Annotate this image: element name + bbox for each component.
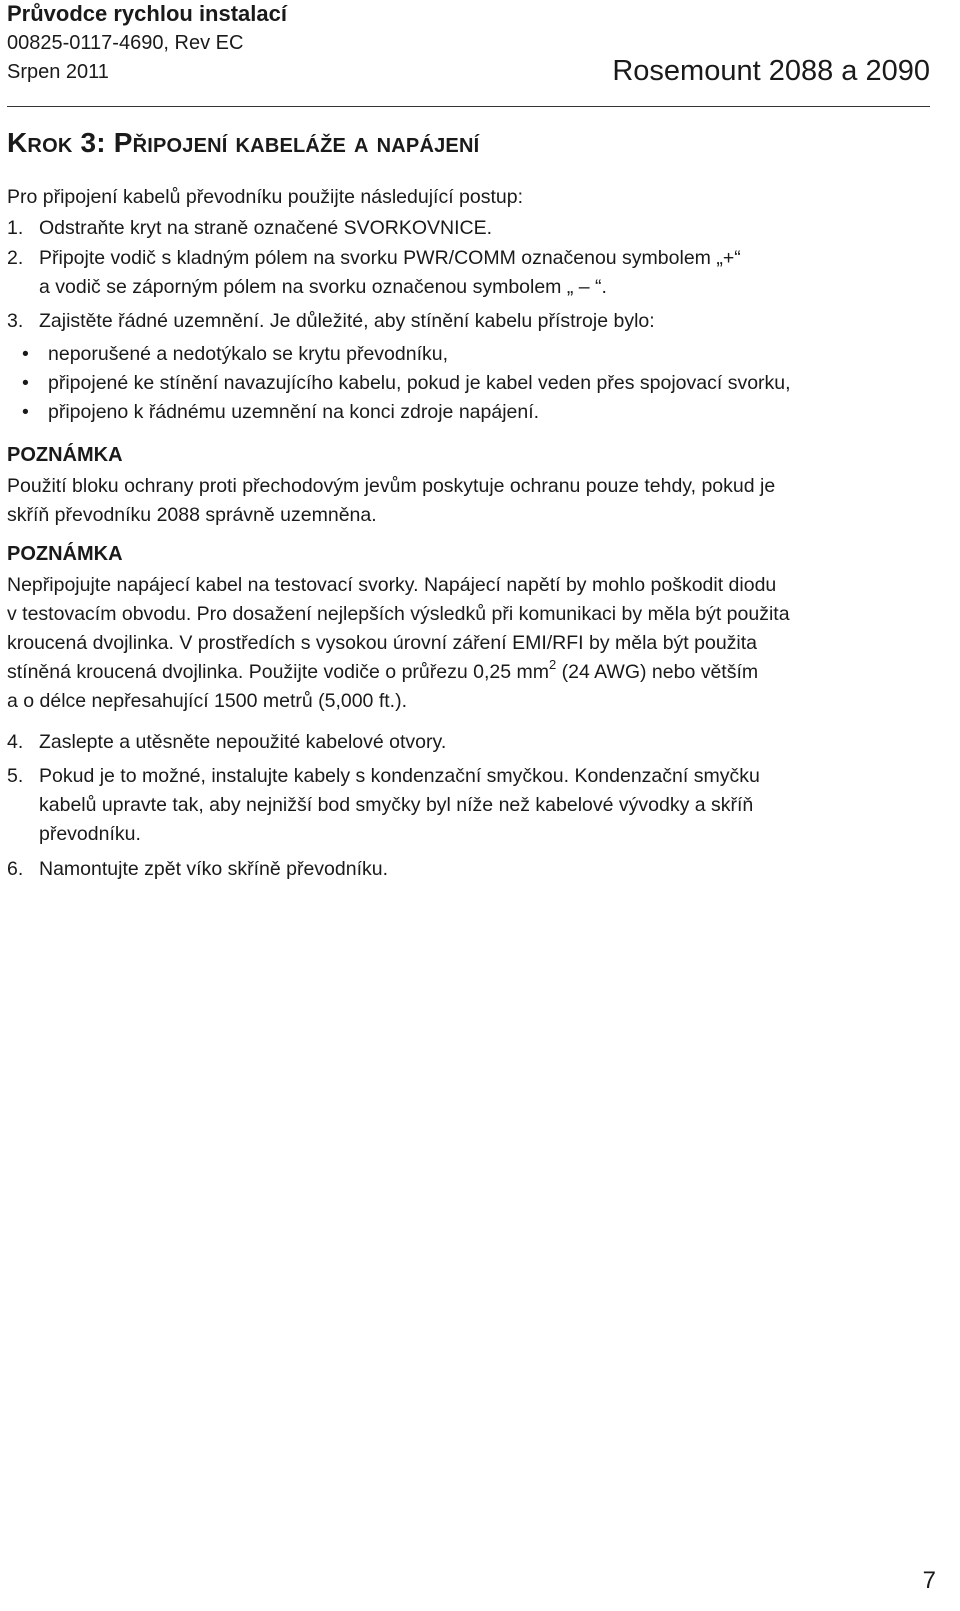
step-5-text-line-3: převodníku. (39, 823, 141, 845)
step-4-text: Zaslepte a utěsněte nepoužité kabelové otvory. (39, 731, 447, 753)
note-2-label: POZNÁMKA (7, 543, 123, 565)
step-5-text-line-2: kabelů upravte tak, aby nejnižší bod smyčky byl níže než kabelové vývodky a skříň (39, 794, 754, 816)
page-number: 7 (922, 1567, 936, 1594)
step-1-number: 1. (7, 217, 24, 239)
step-2-text-line-1: Připojte vodič s kladným pólem na svorku PWR/COMM označenou symbolem „+“ (39, 247, 741, 269)
superscript-2: 2 (548, 656, 557, 672)
note-1-line-1: Použití bloku ochrany proti přechodovým jevům poskytuje ochranu pouze tehdy, pokud je (7, 475, 776, 497)
section-intro: Pro připojení kabelů převodníku použijte následující postup: (7, 186, 523, 208)
step-1-text: Odstraňte kryt na straně označené SVORKOVNICE. (39, 217, 493, 239)
step-5-number: 5. (7, 765, 24, 787)
header-divider (7, 106, 930, 107)
bullet-dot: • (22, 343, 29, 365)
product-name: Rosemount 2088 a 2090 (612, 55, 930, 87)
note-2-line-4 (7, 658, 758, 687)
note-2-line-4-text: stíněná kroucená dvojlinka. Použijte vodiče o průřezu 0,25 mm (7, 661, 549, 683)
document-date: Srpen 2011 (7, 61, 109, 83)
step-4-number: 4. (7, 731, 24, 753)
step-6-text: Namontujte zpět víko skříně převodníku. (39, 858, 389, 880)
document-number: 00825-0117-4690, Rev EC (7, 32, 244, 54)
note-2-line-2: v testovacím obvodu. Pro dosažení nejlepších výsledků při komunikaci by měla být použita (7, 603, 790, 625)
bullet-item: připojeno k řádnému uzemnění na konci zdroje napájení. (48, 401, 540, 423)
bullet-item: neporušené a nedotýkalo se krytu převodníku, (48, 343, 449, 365)
step-3-text: Zajistěte řádné uzemnění. Je důležité, aby stínění kabelu přístroje bylo: (39, 310, 655, 332)
note-2-line-5: a o délce nepřesahující 1500 metrů (5,000 ft.). (7, 690, 407, 712)
step-6-number: 6. (7, 858, 24, 880)
note-1-line-2: skříň převodníku 2088 správně uzemněna. (7, 504, 377, 526)
step-5-text-line-1: Pokud je to možné, instalujte kabely s kondenzační smyčkou. Kondenzační smyčku (39, 765, 760, 787)
step-3-number: 3. (7, 310, 24, 332)
step-2-number: 2. (7, 247, 24, 269)
bullet-dot: • (22, 401, 29, 423)
note-1-label: POZNÁMKA (7, 444, 123, 466)
guide-title: Průvodce rychlou instalací (7, 1, 287, 26)
note-2-line-3: kroucená dvojlinka. V prostředích s vysokou úrovní záření EMI/RFI by měla být použita (7, 632, 758, 654)
note-2-line-1: Nepřipojujte napájecí kabel na testovací svorky. Napájecí napětí by mohlo poškodit diodu (7, 574, 777, 596)
bullet-dot: • (22, 372, 29, 394)
step-2-text-line-2: a vodič se záporným pólem na svorku označenou symbolem „ – “. (39, 276, 607, 298)
bullet-item: připojené ke stínění navazujícího kabelu, pokud je kabel veden přes spojovací svorku, (48, 372, 791, 394)
note-2-line-4-tail: (24 AWG) nebo větším (556, 661, 759, 683)
section-heading: Krok 3: Připojení kabeláže a napájení (7, 127, 480, 158)
